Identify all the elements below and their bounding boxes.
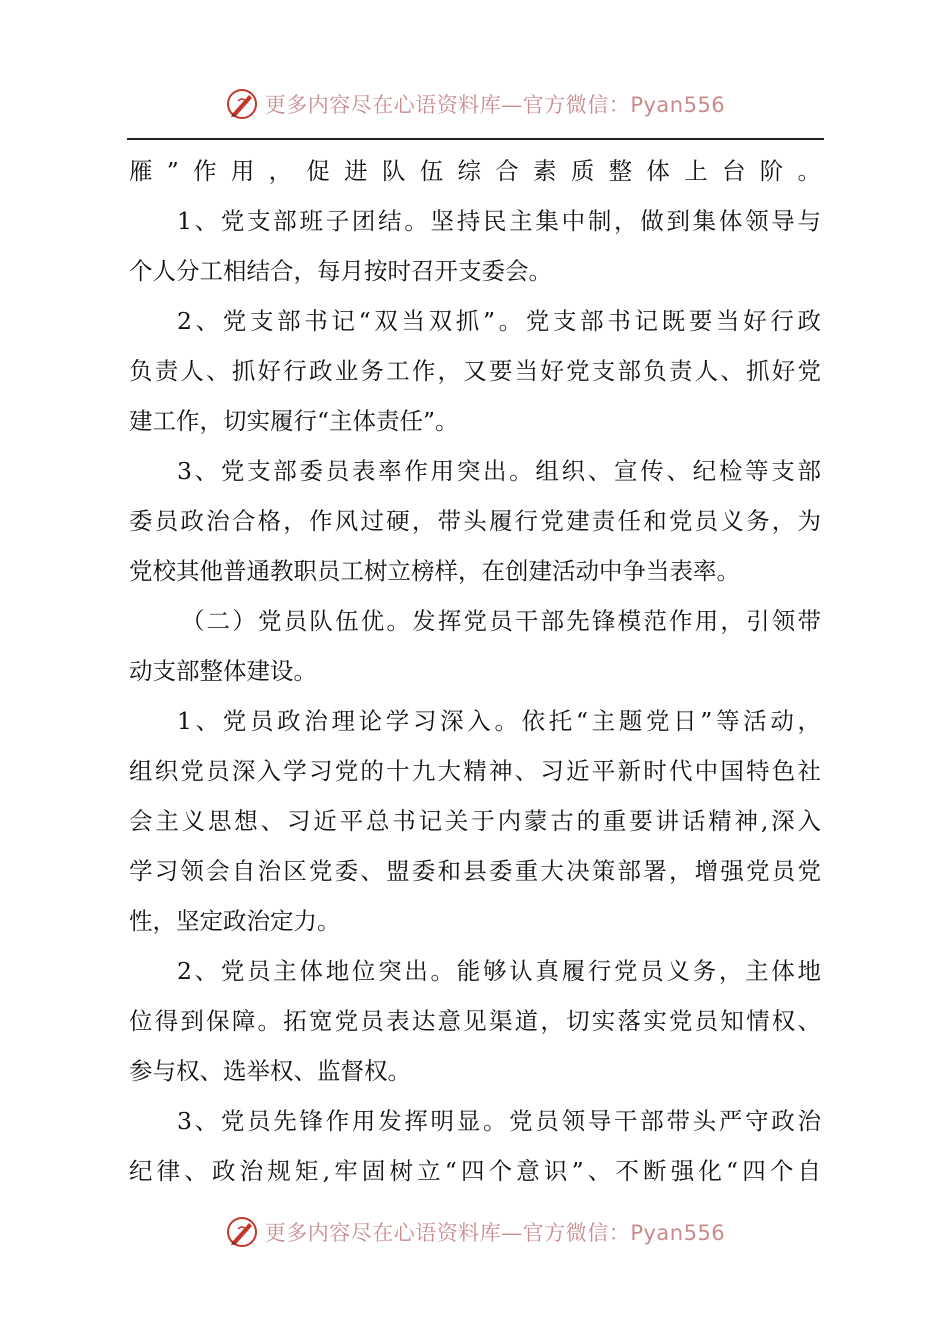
body-line: 委员政治合格，作风过硬，带头履行党建责任和党员义务，为 bbox=[129, 507, 821, 535]
footer-banner bbox=[0, 1212, 950, 1252]
body-line: 雁”作用，促进队伍综合素质整体上台阶。 bbox=[129, 157, 821, 185]
body-line: 3、党支部委员表率作用突出。组织、宣传、纪检等支部 bbox=[177, 457, 821, 485]
body-line: 会主义思想、习近平总书记关于内蒙古的重要讲话精神,深入 bbox=[129, 807, 821, 835]
body-line: 2、党员主体地位突出。能够认真履行党员义务，主体地 bbox=[177, 957, 821, 985]
header-banner bbox=[0, 84, 950, 124]
body-line: 组织党员深入学习党的十九大精神、习近平新时代中国特色社 bbox=[129, 757, 821, 785]
header-banner-text: 更多内容尽在心语资料库—官方微信：Pyan556 bbox=[264, 93, 726, 117]
body-line: 2、党支部书记“双当双抓”。党支部书记既要当好行政 bbox=[177, 307, 821, 335]
body-line: 学习领会自治区党委、盟委和县委重大决策部署，增强党员党 bbox=[129, 857, 821, 885]
section-heading-line: （二）党员队伍优。发挥党员干部先锋模范作用，引领带 bbox=[181, 607, 821, 635]
header-banner-handle: Pyan556 bbox=[630, 93, 726, 117]
pen-logo-icon bbox=[225, 1215, 259, 1249]
footer-banner-handle: Pyan556 bbox=[630, 1221, 726, 1245]
body-line: 位得到保障。拓宽党员表达意见渠道，切实落实党员知情权、 bbox=[129, 1007, 821, 1035]
body-line: 党校其他普通教职员工树立榜样，在创建活动中争当表率。 bbox=[129, 557, 740, 585]
body-line: 纪律、政治规矩,牢固树立“四个意识”、不断强化“四个自 bbox=[129, 1157, 821, 1185]
body-line: 1、党支部班子团结。坚持民主集中制，做到集体领导与 bbox=[177, 207, 821, 235]
footer-banner-text: 更多内容尽在心语资料库—官方微信：Pyan556 bbox=[264, 1221, 726, 1245]
body-line: 1、党员政治理论学习深入。依托“主题党日”等活动， bbox=[177, 707, 821, 735]
body-line: 个人分工相结合，每月按时召开支委会。 bbox=[129, 257, 552, 285]
body-line: 建工作，切实履行“主体责任”。 bbox=[129, 407, 459, 435]
document-body bbox=[129, 146, 821, 1196]
header-divider bbox=[127, 138, 824, 140]
body-line: 性，坚定政治定力。 bbox=[129, 907, 341, 935]
pen-logo-icon bbox=[225, 87, 259, 121]
body-line: 负责人、抓好行政业务工作，又要当好党支部负责人、抓好党 bbox=[129, 357, 821, 385]
body-line: 动支部整体建设。 bbox=[129, 657, 317, 685]
body-line: 3、党员先锋作用发挥明显。党员领导干部带头严守政治 bbox=[177, 1107, 821, 1135]
body-line: 参与权、选举权、监督权。 bbox=[129, 1057, 411, 1085]
